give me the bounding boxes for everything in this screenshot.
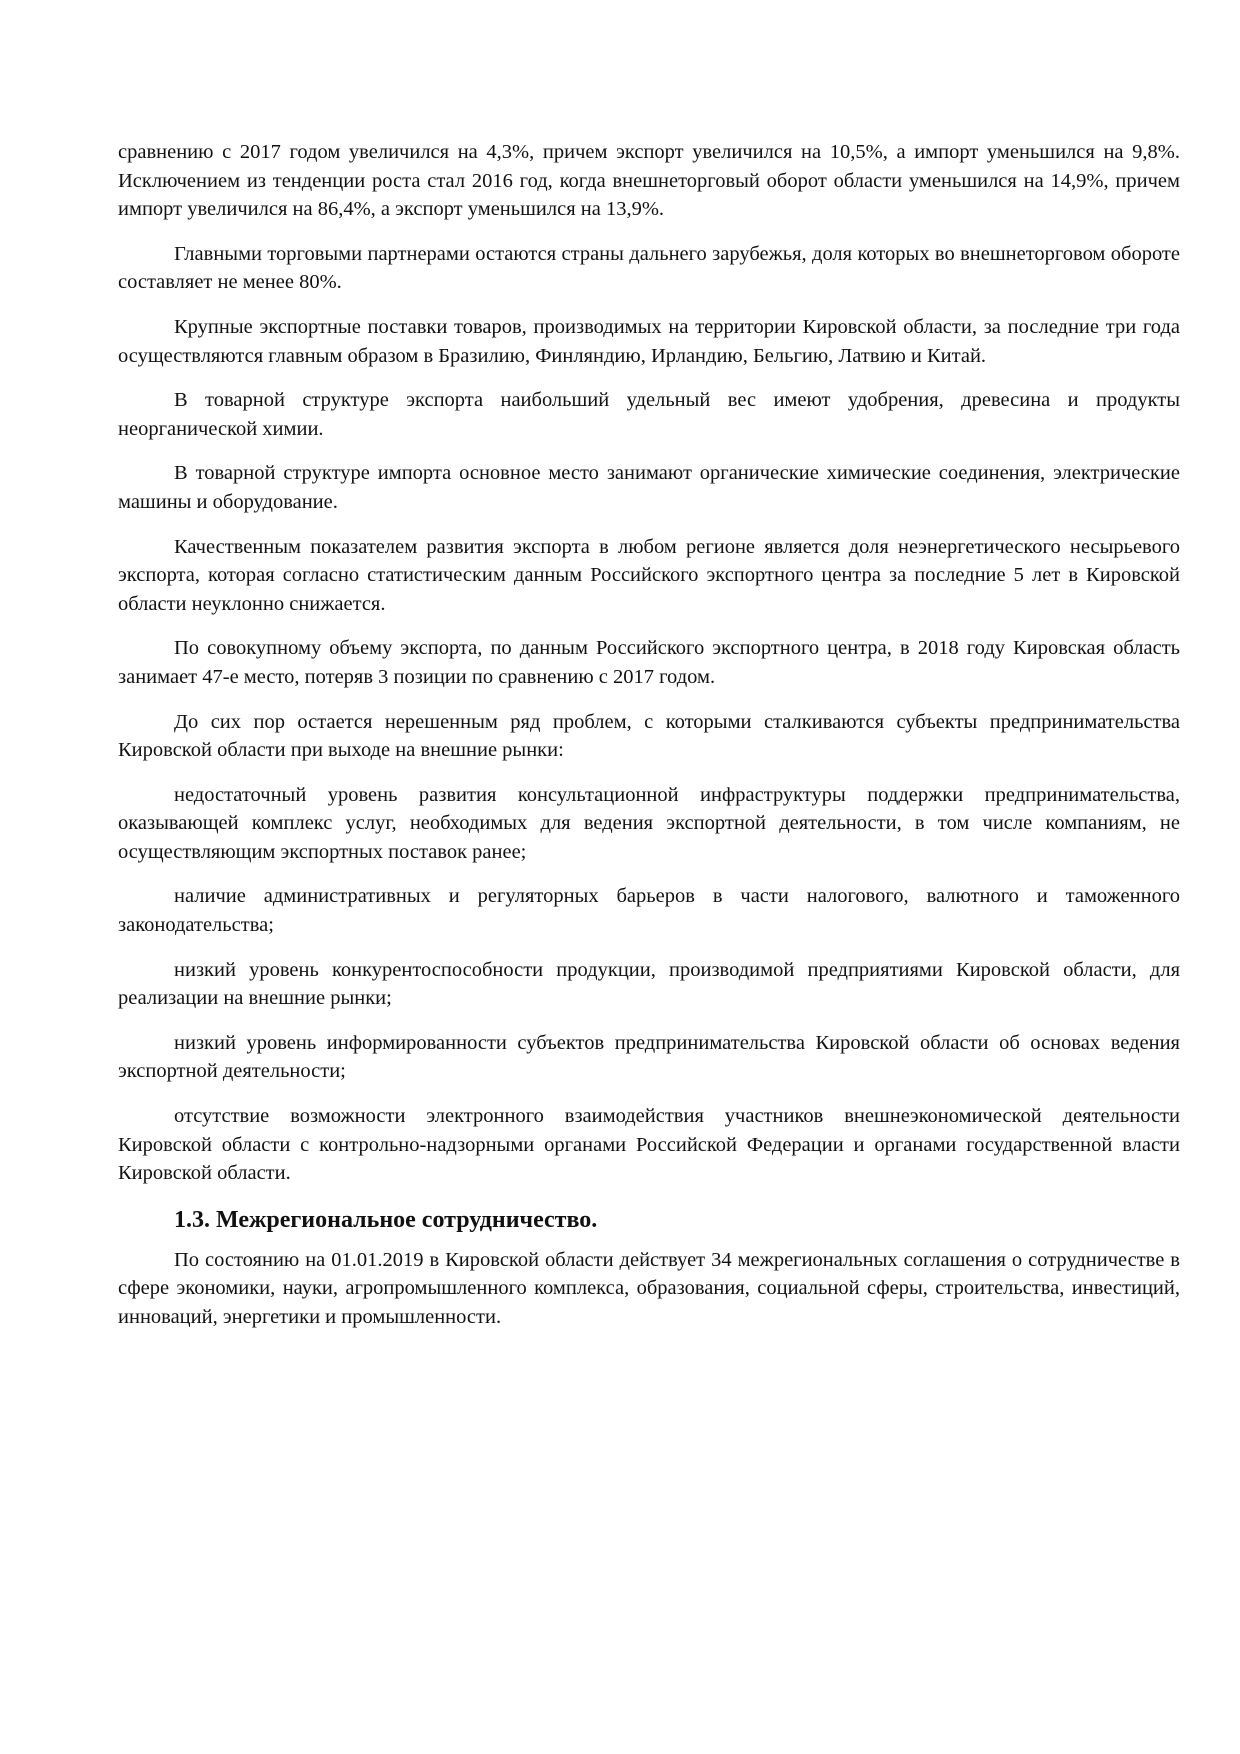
paragraph: низкий уровень конкурентоспособности продукции, производимой предприятиями Кировской области, для реализации на внешние рынки; (118, 958, 1180, 1010)
paragraph: В товарной структуре импорта основное место занимают органические химические соединения, электрические машины и оборудование. (118, 462, 1180, 513)
document-page (118, 138, 1180, 1348)
paragraph: В товарной структуре экспорта наибольший удельный вес имеют удобрения, древесина и продукты неорганической химии. (118, 389, 1180, 440)
paragraph: Крупные экспортные поставки товаров, производимых на территории Кировской области, за последние три года осуществляются главным образом в Бразилию, Финляндию, Ирландию, Бельгию, Латвию и Китай. (118, 315, 1180, 367)
section-heading: 1.3. Межрегиональное сотрудничество. (174, 1206, 598, 1233)
paragraph: низкий уровень информированности субъектов предпринимательства Кировской области об основах ведения экспортной деятельности; (118, 1031, 1180, 1083)
paragraph-interregional: По состоянию на 01.01.2019 в Кировской области действует 34 межрегиональных соглашения о сотрудничестве в сфере экономики, науки, агропромышленного комплекса, образования, социальной сферы, строительства, инвестиций, инноваций, энергетики и промышленности. (118, 1248, 1180, 1328)
body-text-before (118, 138, 1180, 1188)
paragraph: По совокупному объему экспорта, по данным Российского экспортного центра, в 2018 году Кировская область занимает 47-е место, потеряв 3 позиции по сравнению с 2017 годом. (118, 637, 1180, 688)
paragraph: До сих пор остается нерешенным ряд проблем, с которыми сталкиваются субъекты предпринимательства Кировской области при выходе на внешние рынки: (118, 710, 1180, 762)
paragraph: сравнению с 2017 годом увеличился на 4,3%, причем экспорт увеличился на 10,5%, а импорт уменьшился на 9,8%. Исключением из тенденции роста стал 2016 год, когда внешнеторговый оборот области уменьшился на 14,9%, причем импорт увеличился на 86,4%, а экспорт уменьшился на 13,9%. (118, 141, 1180, 221)
paragraph: отсутствие возможности электронного взаимодействия участников внешнеэкономической деятельности Кировской области с контрольно-надзорными органами Российской Федерации и органами государственной власти Кировской области. (118, 1105, 1180, 1185)
paragraph: наличие административных и регуляторных барьеров в части налогового, валютного и таможенного законодательства; (118, 885, 1180, 937)
paragraph: Качественным показателем развития экспорта в любом регионе является доля неэнергетического несырьевого экспорта, которая согласно статистическим данным Российского экспортного центра за последние 5 лет в Кировской области неуклонно снижается. (118, 535, 1180, 615)
paragraph: недостаточный уровень развития консультационной инфраструктуры поддержки предпринимательства, оказывающей комплекс услуг, необходимых для ведения экспортной деятельности, в том числе компаниям, не осуществляющим экспортных поставок ранее; (118, 783, 1180, 863)
paragraph: Главными торговыми партнерами остаются страны дальнего зарубежья, доля которых во внешнеторговом обороте составляет не менее 80%. (118, 242, 1180, 294)
